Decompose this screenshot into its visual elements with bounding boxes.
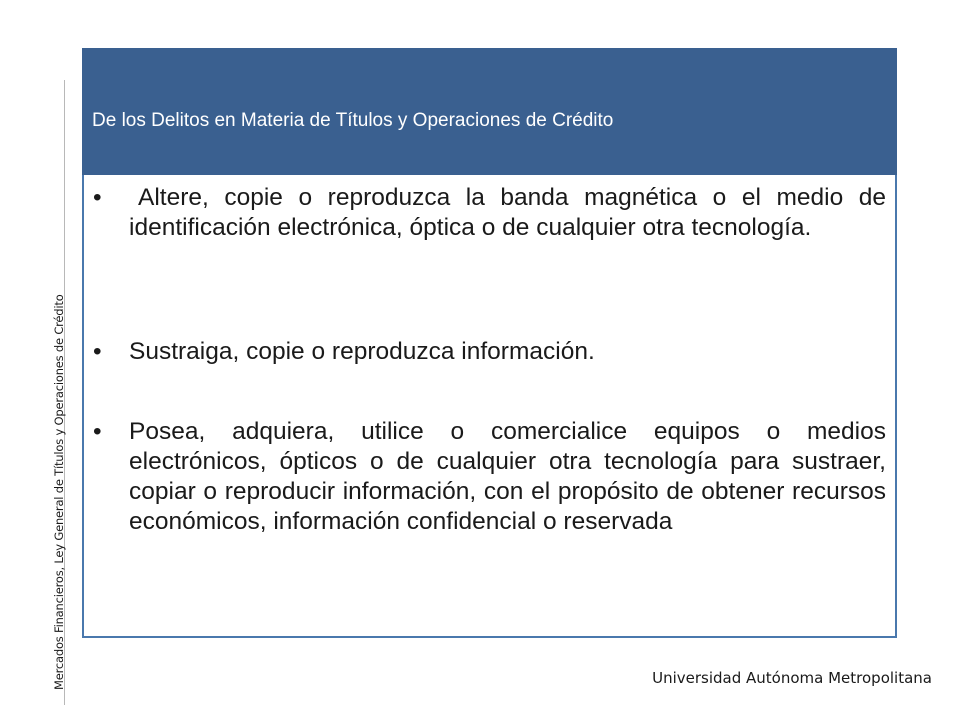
slide-title: De los Delitos en Materia de Títulos y Operaciones de Crédito	[92, 110, 614, 131]
bullet-dot: •	[93, 338, 102, 365]
bullet-item	[93, 417, 886, 537]
bullet-dot: •	[93, 184, 102, 211]
bullet-text: Altere, copie o reproduzca la banda magnética o el medio de identificación electrónica, óptica o de cualquier otra tecnología.	[129, 184, 886, 241]
bullet-item	[93, 183, 886, 243]
bullet-dot: •	[93, 418, 102, 445]
bullet-item	[93, 337, 886, 367]
slide-header	[82, 48, 897, 175]
bullet-text: Sustraiga, copie o reproduzca información.	[129, 338, 595, 365]
bullet-text: Posea, adquiera, utilice o comercialice equipos o medios electrónicos, ópticos o de cualquier otra tecnología para sustraer, copiar o reproducir información, con el propósito de obtener recursos económicos, información confidencial o reservada	[129, 418, 886, 535]
sidebar-vertical-title: Mercados Financieros, Ley General de Títulos y Operaciones de Crédito	[52, 294, 66, 690]
footer-institution: Universidad Autónoma Metropolitana	[652, 669, 932, 687]
slide-content-box	[82, 175, 897, 638]
